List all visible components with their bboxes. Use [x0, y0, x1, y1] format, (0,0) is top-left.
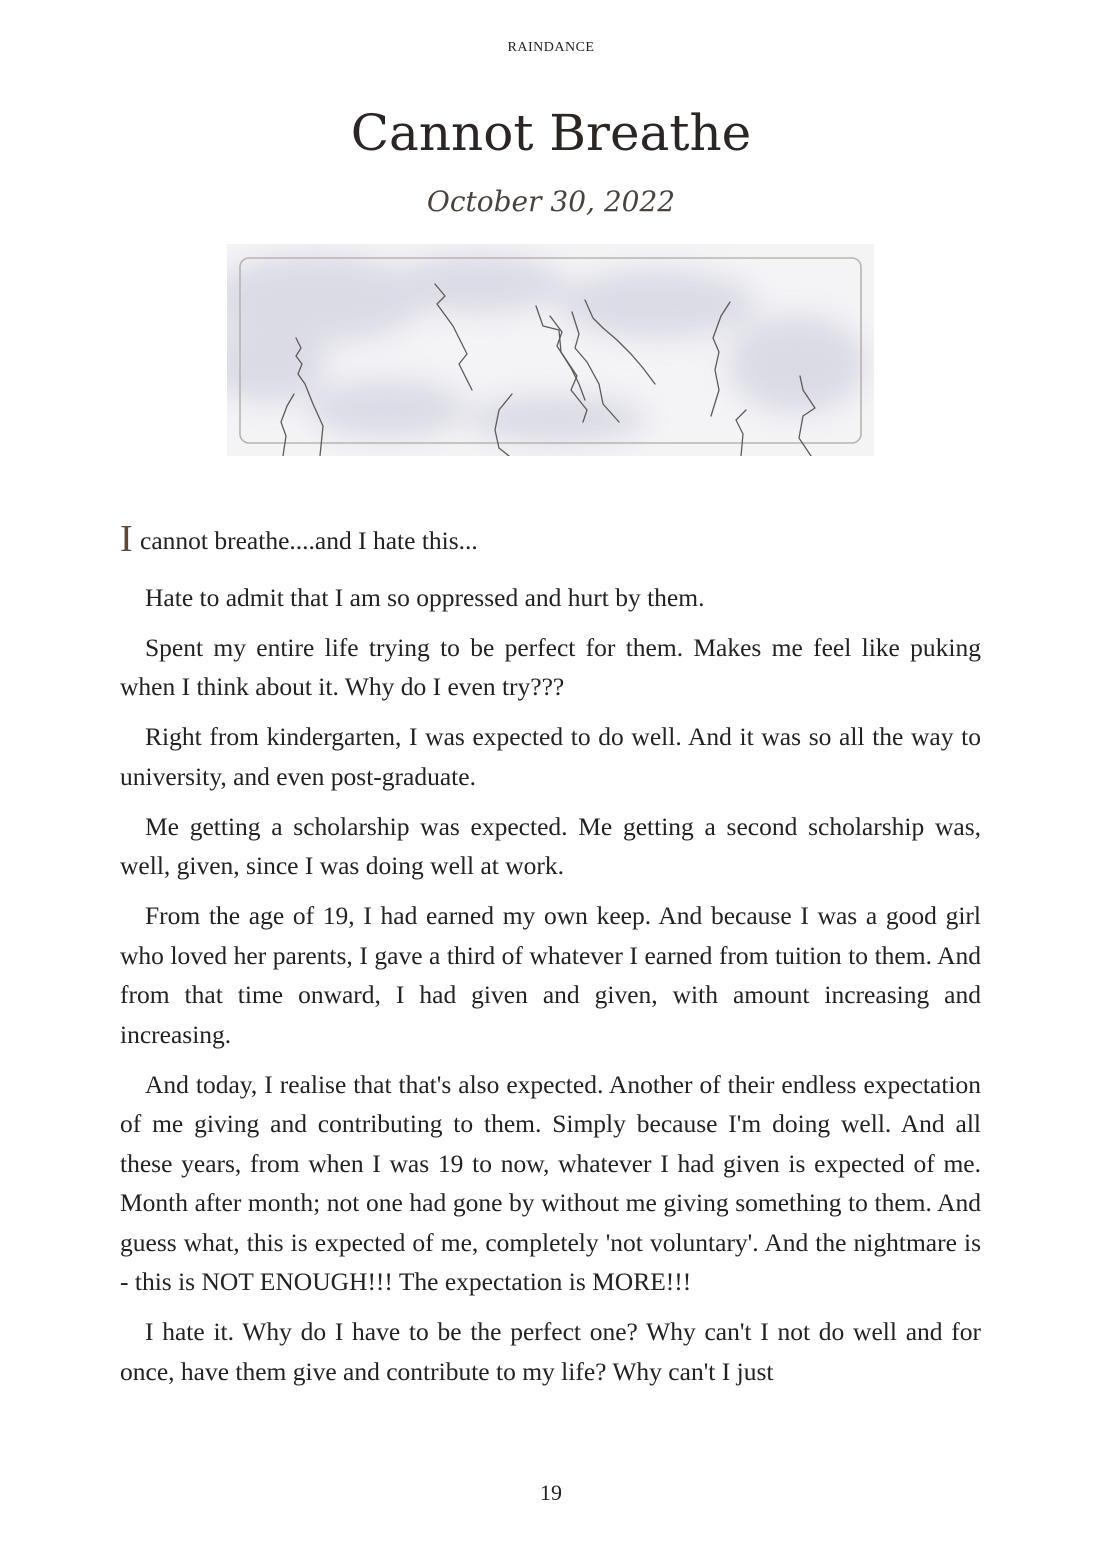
paragraph: From the age of 19, I had earned my own keep. And because I was a good girl who loved her parents, I gave a third of whatever I earned from tuition to them. And from that time onward, I had given and given, with amount increasing and increasing. [120, 901, 981, 1049]
article-body [120, 520, 981, 1402]
paragraph: Right from kindergarten, I was expected to do well. And it was so all the way to university, and even post-graduate. [120, 722, 981, 791]
drop-cap: I [120, 518, 133, 560]
paragraph: Spent my entire life trying to be perfect for them. Makes me feel like puking when I think about it. Why do I even try??? [120, 632, 981, 701]
first-paragraph [120, 520, 981, 561]
page-number: 19 [540, 1480, 562, 1505]
page-title: Cannot Breathe [350, 104, 752, 162]
paragraph: Me getting a scholarship was expected. Me getting a second scholarship was, well, given, since I was doing well at work. [120, 811, 981, 880]
running-head: RAINDANCE [507, 40, 595, 55]
paragraph: I hate it. Why do I have to be the perfect one? Why can't I not do well and for once, have them give and contribute to my life? Why can't I just [120, 1317, 981, 1386]
paragraph: And today, I realise that that's also expected. Another of their endless expectation of me giving and contributing to them. Simply because I'm doing well. And all these years, from when I was 19 to now, whatever I had given is expected of me. Month after month; not one had gone by without me giving something to them. And guess what, this is expected of me, completely 'not voluntary'. And the nightmare is - this is NOT ENOUGH!!! The expectation is MORE!!! [120, 1069, 981, 1296]
paragraph: Hate to admit that I am so oppressed and hurt by them. [145, 582, 705, 612]
entry-date: October 30, 2022 [426, 185, 676, 218]
rain-streaks-illustration [227, 244, 874, 456]
first-paragraph-text: cannot breathe....and I hate this... [133, 526, 478, 555]
